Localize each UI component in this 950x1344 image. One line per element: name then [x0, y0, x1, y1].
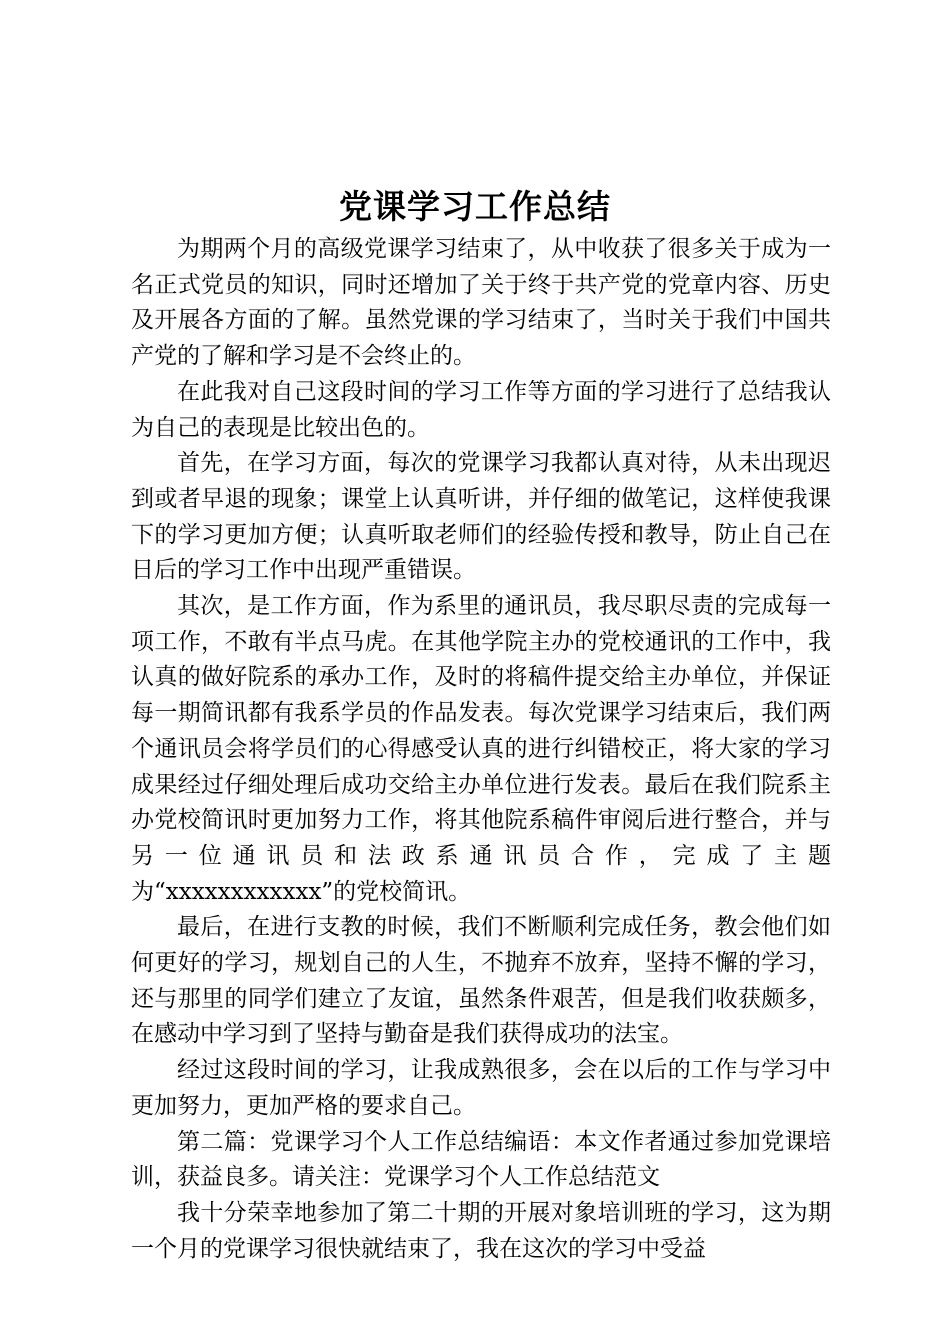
paragraph: 其次，是工作方面，作为系里的通讯员，我尽职尽责的完成每一项工作，不敢有半点马虎。在其他学院主办的党校通讯的工作中，我认真的做好院系的承办工作，及时的将稿件提交给主办单位，并保证每一期简讯都有我系学员的作品发表。每次党课学习结束后，我们两个通讯员会将学员们的心得感受认真的进行纠错校正，将大家的学习成果经过仔细处理后成功交给主办单位进行发表。最后在我们院系主办党校简讯时更加努力工作，将其他院系稿件审阅后进行整合，并与另一位通讯员和法政系通讯员合作，完成了主题为“xxxxxxxxxxxx”的党校简讯。	[131, 593, 831, 905]
document-body	[131, 232, 831, 1267]
paragraph: 第二篇：党课学习个人工作总结编语：本文作者通过参加党课培训，获益良多。请关注：党课学习个人工作总结范文	[131, 1128, 831, 1191]
paragraph: 我十分荣幸地参加了第二十期的开展对象培训班的学习，这为期一个月的党课学习很快就结束了，我在这次的学习中受益	[131, 1199, 831, 1262]
paragraph: 在此我对自己这段时间的学习工作等方面的学习进行了总结我认为自己的表现是比较出色的。	[131, 378, 831, 441]
paragraph: 为期两个月的高级党课学习结束了，从中收获了很多关于成为一名正式党员的知识，同时还增加了关于终于共产党的党章内容、历史及开展各方面的了解。虽然党课的学习结束了，当时关于我们中国共产党的了解和学习是不会终止的。	[131, 236, 831, 370]
paragraph: 经过这段时间的学习，让我成熟很多，会在以后的工作与学习中更加努力，更加严格的要求自己。	[131, 1057, 831, 1119]
paragraph: 首先，在学习方面，每次的党课学习我都认真对待，从未出现迟到或者早退的现象；课堂上认真听讲，并仔细的做笔记，这样使我课下的学习更加方便；认真听取老师们的经验传授和教导，防止自己在日后的学习工作中出现严重错误。	[131, 450, 831, 584]
page-title: 党课学习工作总结	[339, 187, 611, 226]
paragraph: 最后，在进行支教的时候，我们不断顺利完成任务，教会他们如何更好的学习，规划自己的人生，不抛弃不放弃，坚持不懈的学习，还与那里的同学们建立了友谊，虽然条件艰苦，但是我们收获颇多，在感动中学习到了坚持与勤奋是我们获得成功的法宝。	[131, 914, 831, 1048]
